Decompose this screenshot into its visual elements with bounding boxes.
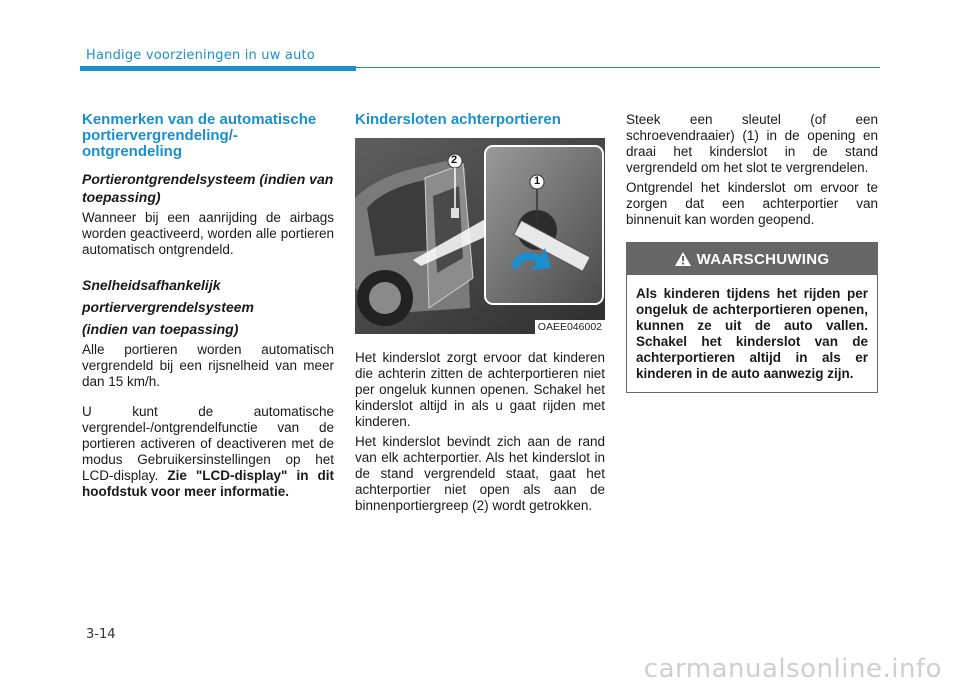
subheading-speed-lock-1: Snelheidsafhankelijk [82,277,221,293]
header-rule [356,67,880,68]
paragraph-lcd-settings [82,404,334,500]
left-column [82,112,334,500]
warning-header [627,243,877,275]
paragraph-child-lock-purpose: Het kinderslot zorgt ervoor dat kinderen die achterin zitten de achterportieren niet per ongeluk kunnen openen. Schakel het kinderslot altijd in als u gaat rijden met kinderen. [355,350,605,429]
warning-body: Als kinderen tijdens het rijden per ongeluk de achterportieren openen, kunnen ze uit de auto vallen. Schakel het kinderslot van de achterportieren altijd in als er kinderen in de auto aanwezig zijn. [636,286,868,381]
middle-column [355,112,605,514]
lcd-reference-link: Zie "LCD-display" in dit hoofdstuk voor meer informatie. [82,468,335,499]
subheading-speed-lock-3: (indien van toepassing) [82,321,239,337]
child-lock-illustration [355,138,605,334]
header-accent-bar [80,66,356,71]
subheading-speed-lock-2: portiervergrendelsysteem [82,299,254,315]
page-number: 3-14 [86,627,116,642]
subheading-unlock-system: Portierontgrendelsysteem (indien van toepassing) [82,171,334,205]
heading-auto-lock-features: Kenmerken van de automatische portiervergrendeling/-ontgrendeling [82,111,317,160]
warning-triangle-icon [675,252,691,266]
paragraph-unlock-procedure: Ontgrendel het kinderslot om ervoor te zorgen dat een achterportier van binnenuit kan worden geopend. [626,180,878,227]
paragraph-child-lock-location: Het kinderslot bevindt zich aan de rand van elk achterportier. Als het kinderslot in de stand vergrendeld staat, gaat het achterportier niet open als aan de binnenportiergreep (2) wordt getrokken. [355,434,605,513]
paragraph-speed-lock: Alle portieren worden automatisch vergrendeld bij een rijsnelheid van meer dan 15 km/h. [82,342,334,389]
paragraph-lock-procedure: Steek een sleutel (of een schroevendraaier) (1) in de opening en draai het kinderslot in de stand vergrendeld om het slot te vergrendelen. [626,112,878,175]
figure-code: OAEE046002 [535,320,605,334]
right-column [626,112,878,393]
lcd-settings-text: U kunt de automatische vergrendel-/ontgrendelfunctie van de portieren activeren of deactiveren met de modus Gebruikersinstellingen op het LCD-display. [82,404,334,483]
callout-number-2: 2 [451,154,458,166]
door-illustration-svg [355,138,605,334]
section-header-title: Handige voorzieningen in uw auto [86,48,315,63]
heading-child-locks: Kindersloten achterportieren [355,111,561,128]
callout-number-1: 1 [534,175,541,187]
warning-box [626,242,878,393]
warning-title: WAARSCHUWING [696,250,830,268]
watermark: carmanualsonline.info [643,654,942,684]
paragraph-airbag-unlock: Wanneer bij een aanrijding de airbags worden geactiveerd, worden alle portieren automatisch ontgrendeld. [82,210,334,257]
